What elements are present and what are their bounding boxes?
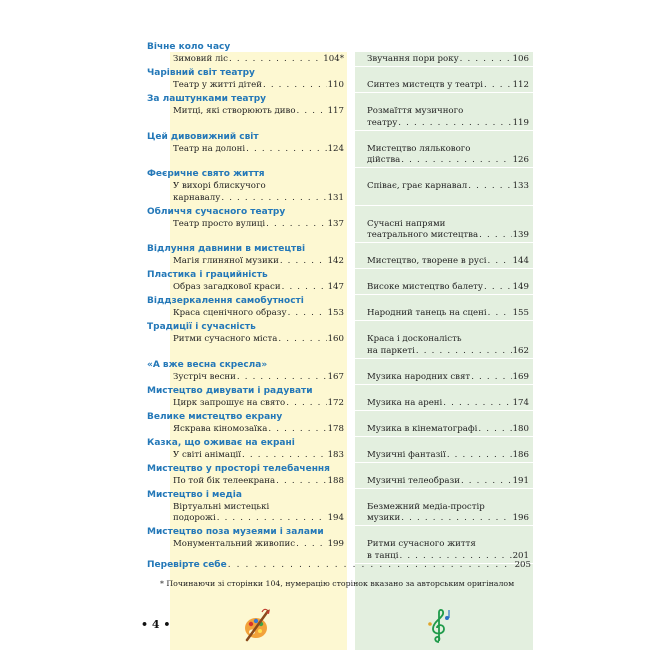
right-entry-page: 162 — [512, 345, 529, 356]
right-entry-page: 133 — [512, 181, 529, 191]
right-entry[interactable] — [367, 181, 529, 193]
footnote: * Починаючи зі сторінки 104, нумерацію сторінок вказано за авторським оригіналом — [160, 579, 515, 588]
right-entry-title: Звучання пори року — [367, 54, 459, 64]
treble-clef-icon — [426, 608, 452, 644]
left-entry-title: Театр на долоні — [173, 143, 246, 154]
page-number: • 4 • — [141, 618, 171, 631]
left-entry-page: 167 — [327, 371, 344, 382]
left-entry-page: 142 — [327, 256, 344, 266]
right-entry-title: Ритми сучасного життя — [367, 539, 476, 549]
right-entry-title: в танці — [367, 550, 399, 561]
left-entry-page: 124 — [327, 143, 344, 154]
right-entry-title: Музичні телеобрази — [367, 475, 460, 486]
row-divider — [355, 242, 533, 243]
row-divider — [355, 130, 533, 131]
right-entry-page: 196 — [512, 513, 529, 523]
left-entry[interactable] — [173, 219, 344, 231]
right-entry-title: Музика народних свят — [367, 371, 471, 382]
right-entry-title: театру — [367, 117, 398, 128]
right-entry-title: Високе мистецтво балету — [367, 282, 483, 292]
section-heading: Мистецтво дивувати і радувати — [147, 385, 313, 396]
left-entry-title: Віртуальні мистецькі — [173, 501, 270, 512]
right-entry-page: 186 — [512, 449, 529, 460]
section-heading: Цей дивовижний світ — [147, 131, 259, 142]
left-entry[interactable] — [173, 424, 344, 436]
left-entry[interactable] — [173, 80, 344, 92]
right-entry-title: Мистецтво лялькового — [367, 143, 471, 154]
right-entry-title: Сучасні напрями — [367, 218, 446, 229]
row-divider — [355, 358, 533, 359]
left-entry-title: Ритми сучасного міста — [173, 334, 278, 344]
right-entry-title: Краса і досконалість — [367, 334, 462, 344]
right-entry[interactable] — [367, 398, 529, 410]
right-entry[interactable] — [367, 106, 529, 129]
left-entry-page: 117 — [327, 106, 344, 116]
right-entry-title: Мистецтво, творене в русі — [367, 256, 487, 266]
left-entry[interactable] — [173, 502, 344, 525]
right-entry-title: Синтез мистецтв у театрі — [367, 80, 483, 90]
section-heading: Казка, що оживає на екрані — [147, 437, 295, 448]
left-entry-page: 199 — [327, 539, 344, 549]
left-entry-page: 188 — [327, 475, 344, 486]
left-entry-title: У вихорі блискучого — [173, 181, 266, 191]
left-entry[interactable] — [173, 181, 344, 204]
left-entry-title: подорожі — [173, 513, 216, 523]
row-divider — [355, 462, 533, 463]
left-entry-page: 153 — [327, 308, 344, 318]
right-entry[interactable] — [367, 372, 529, 384]
left-entry[interactable] — [173, 372, 344, 384]
left-entry-page: 178 — [327, 423, 344, 434]
check-yourself-entry[interactable] — [147, 559, 531, 571]
right-entry[interactable] — [367, 476, 529, 488]
left-entry[interactable] — [173, 106, 344, 118]
right-entry-title: Музика на арені — [367, 397, 443, 408]
right-entry-title: Співає, грає карнавал — [367, 181, 468, 191]
left-entry-title: По той бік телеекрана — [173, 475, 276, 486]
right-entry-page: 144 — [512, 256, 529, 266]
right-entry-page: 191 — [512, 475, 529, 486]
section-heading: Мистецтво і медіа — [147, 489, 242, 500]
right-entry[interactable] — [367, 502, 529, 525]
section-heading: Пластика і грацийність — [147, 270, 268, 280]
row-divider — [355, 92, 533, 93]
right-entry-page: 201 — [512, 550, 529, 561]
left-entry-page: 137 — [327, 218, 344, 229]
right-entry[interactable] — [367, 282, 529, 294]
left-entry-title: Образ загадкової краси — [173, 282, 281, 292]
left-entry[interactable] — [173, 398, 344, 410]
right-entry[interactable] — [367, 256, 529, 268]
left-entry-page: 160 — [327, 334, 344, 344]
left-entry-title: Театр просто вулиці — [173, 218, 266, 229]
row-divider — [355, 66, 533, 67]
section-heading: Чарівний світ театру — [147, 68, 255, 78]
left-entry-title: Яскрава кіномозаїка — [173, 423, 268, 434]
right-entry-title: Безмежний медіа-простір — [367, 501, 485, 512]
right-entry-page: 112 — [512, 80, 529, 90]
right-entry-page: 149 — [512, 282, 529, 292]
left-entry-page: 147 — [327, 282, 344, 292]
left-entry-page: 110 — [327, 80, 344, 90]
right-entry-title: театрального мистецтва — [367, 230, 479, 240]
check-page: 205 — [514, 560, 531, 570]
left-entry-page: 194 — [327, 513, 344, 523]
left-entry-title: Монументальний живопис — [173, 539, 296, 549]
right-entry-title: Музичні фантазії — [367, 449, 446, 460]
right-entry-page: 174 — [512, 397, 529, 408]
right-entry[interactable] — [367, 54, 529, 66]
row-divider — [355, 384, 533, 385]
right-entry-page: 155 — [512, 308, 529, 318]
left-entry-title: Краса сценічного образу — [173, 308, 287, 318]
left-entry-title: У світі анімації — [173, 449, 242, 460]
left-entry-title: Цирк запрошує на свято — [173, 397, 286, 408]
palette-brush-icon — [242, 608, 272, 642]
left-entry[interactable] — [173, 450, 344, 462]
section-heading: Мистецтво поза музеями і залами — [147, 527, 324, 537]
left-entry-page: 104* — [323, 54, 344, 64]
right-entry-title: Народний танець на сцені — [367, 308, 487, 318]
row-divider — [355, 294, 533, 295]
right-entry[interactable] — [367, 424, 529, 436]
right-entry[interactable] — [367, 450, 529, 462]
right-entry-title: Розмаїття музичного — [367, 106, 464, 116]
section-heading: Віддзеркалення самобутності — [147, 296, 304, 306]
left-entry[interactable] — [173, 476, 344, 488]
right-entry-title: дійства — [367, 155, 401, 165]
left-entry[interactable] — [173, 144, 344, 156]
right-entry-title: Музика в кінематографі — [367, 423, 478, 434]
right-entry[interactable] — [367, 308, 529, 320]
right-entry-title: музики — [367, 513, 401, 523]
section-heading: Велике мистецтво екрану — [147, 411, 283, 422]
section-heading: Вічне коло часу — [147, 42, 231, 52]
right-entry-page: 106 — [512, 54, 529, 64]
left-entry-title: Зимовий ліс — [173, 54, 228, 64]
right-entry[interactable] — [367, 334, 529, 357]
section-heading: Відлуння давнини в мистецтві — [147, 244, 306, 254]
row-divider — [355, 488, 533, 489]
check-label: Перевірте себе — [147, 560, 227, 570]
right-entry[interactable] — [367, 144, 529, 167]
left-entry-title: Театр у житті дітей — [173, 80, 262, 90]
left-entry-page: 172 — [327, 397, 344, 408]
section-heading: Обличчя сучасного театру — [147, 206, 286, 217]
row-divider — [355, 167, 533, 168]
right-entry-title: на паркеті — [367, 345, 415, 356]
left-entry-title: Зустріч весни — [173, 371, 236, 382]
left-entry[interactable] — [173, 54, 344, 66]
right-entry-page: 169 — [512, 371, 529, 382]
section-heading: Мистецтво у просторі телебачення — [147, 463, 330, 474]
right-entry-page: 139 — [512, 230, 529, 240]
row-divider — [355, 268, 533, 269]
right-entry-page: 126 — [512, 155, 529, 165]
right-entry-page: 119 — [512, 117, 529, 128]
section-heading: За лаштунками театру — [147, 94, 267, 104]
row-divider — [355, 205, 533, 206]
row-divider — [355, 320, 533, 321]
left-entry[interactable] — [173, 334, 344, 346]
row-divider — [355, 436, 533, 437]
left-entry[interactable] — [173, 282, 344, 294]
left-entry-page: 131 — [327, 192, 344, 203]
left-entry[interactable] — [173, 308, 344, 320]
right-entry[interactable] — [367, 80, 529, 92]
right-entry-page: 180 — [512, 423, 529, 434]
left-entry[interactable] — [173, 256, 344, 268]
left-entry-title: Митці, які створюють диво — [173, 106, 296, 116]
section-heading: «А вже весна скресла» — [147, 359, 268, 370]
section-heading: Традиції і сучасність — [147, 322, 256, 332]
left-entry-page: 183 — [327, 449, 344, 460]
row-divider — [355, 525, 533, 526]
right-entry[interactable] — [367, 219, 529, 242]
left-entry-title: Магія глиняної музики — [173, 256, 279, 266]
left-entry[interactable] — [173, 539, 344, 551]
section-heading: Феєричне свято життя — [147, 169, 265, 179]
row-divider — [355, 410, 533, 411]
left-entry-title: карнавалу — [173, 192, 221, 203]
